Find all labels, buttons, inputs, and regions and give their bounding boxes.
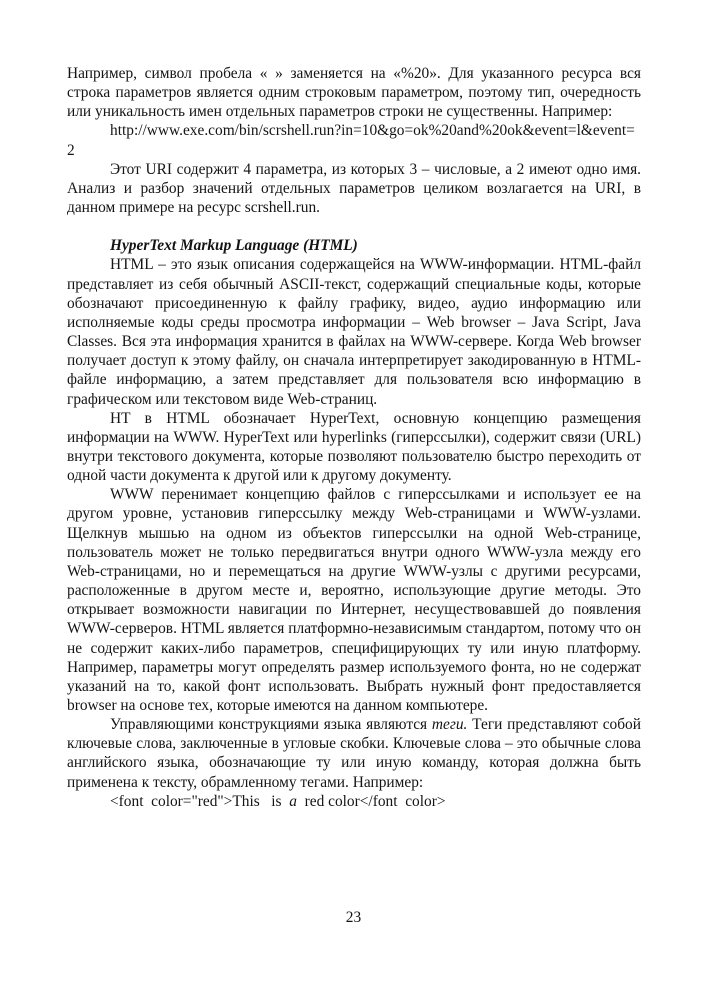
code-end: red color</font color> <box>296 792 446 810</box>
section-heading: HyperText Markup Language (HTML) <box>110 237 358 255</box>
code-italic: a <box>289 792 297 810</box>
paragraph-www-hyperlinks: WWW перенимает концепцию файлов с гиперссылками и использует ее на другом уровне, установив гиперссылку между Web-страницами и WWW-узлами. Щелкнув мышью на одном из объектов гиперссылки на одной Web-странице, пользователь может не только передвигаться внутри одного WWW-узла между его Web-страницами, но и перемещаться на другие WWW-узлы с другими ресурсами, расположенные в другом месте и, вероятно, использующие другие методы. Это открывает возможности навигации по Интернет, несуществовавшей до появления WWW-серверов. HTML является платформно-независимым стандартом, потому что он не содержит каких-либо параметров, специфицирующих ту или иную платформу. Например, параметры могут определять размер используемого фонта, но не содержат указаний на то, какой фонт использовать. Выбрать нужный фонт предоставляется browser на основе тех, которые имеются на данном компьютере. <box>67 486 641 714</box>
paragraph-html-definition: HTML – это язык описания содержащейся на WWW-информации. HTML-файл представляет из себя обычный ASCII-текст, содержащий специальные коды, которые обозначают присоединенную к файлу графику, видео, аудио информацию или исполняемые коды среды просмотра информации – Web browser – Java Script, Java Classes. Вся эта информация хранится в файлах на WWW-сервере. Когда Web browser получает доступ к этому файлу, он сначала интерпретирует закодированную в HTML-файле информацию, а затем представляет для пользователя всю информацию в графическом или текстовом виде Web-страниц. <box>67 256 641 408</box>
paragraph-hypertext: HT в HTML обозначает HyperText, основную концепцию размещения информации на WWW. HyperText или hyperlinks (гиперссылки), содержит связи (URL) внутри текстового документа, которые позволяют пользователю быстро переходить от одной части документа к другой или к другому документу. <box>67 409 641 485</box>
page-number: 23 <box>345 909 362 926</box>
paragraph-url-encoding: Например, символ пробела « » заменяется на «%20». Для указанного ресурса вся строка параметров является одним строковым параметром, поэтому тип, очередность или уникальность имен отдельных параметров строки не существенны. Например: <box>67 65 641 121</box>
code-example <box>67 792 641 811</box>
tags-text-after: Теги представляют собой ключевые слова, заключенные в угловые скобки. Ключевые слова – это обычные слова английского языка, обозначающие ту или иную команду, которая должна быть применена к тексту, обрамленному тегами. Например: <box>67 716 641 791</box>
code-start: <font color="red">This is <box>110 792 290 810</box>
paragraph-tags <box>67 715 641 792</box>
paragraph-uri-parameters: Этот URI содержит 4 параметра, из которых 3 – числовые, а 2 имеют одно имя. Анализ и разбор значений отдельных параметров целиком возлагается на URI, в данном примере на ресурс scrshell.run. <box>67 160 641 217</box>
example-url: http://www.exe.com/bin/scrshell.run?in=10&go=ok%20and%20ok&event=l&event=2 <box>67 122 635 159</box>
body-text <box>67 64 641 811</box>
tags-term: теги. <box>431 716 468 734</box>
tags-text-before: Управляющими конструкциями языка являются <box>110 716 432 734</box>
